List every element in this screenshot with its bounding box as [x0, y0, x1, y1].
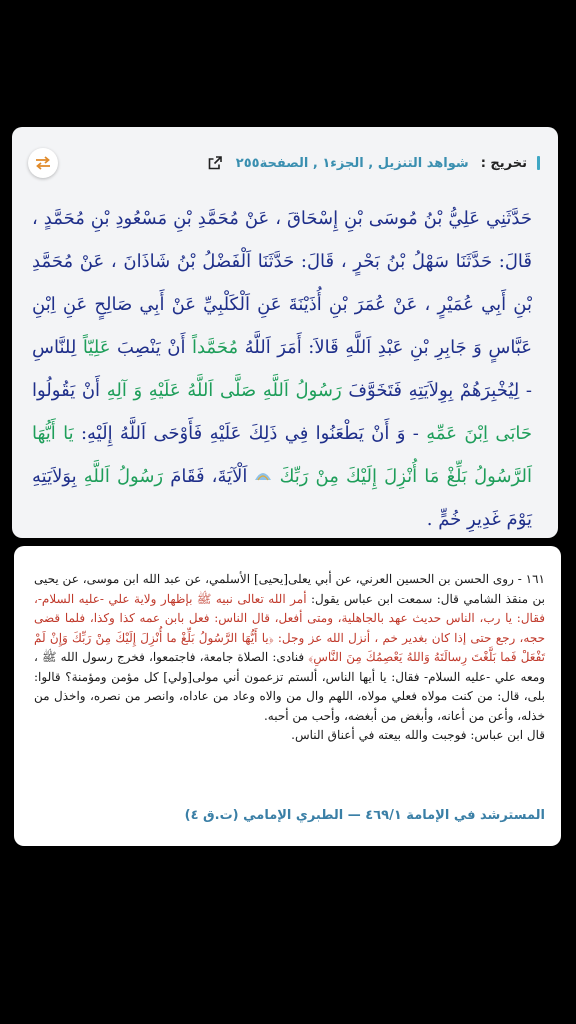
verse-marker-icon — [247, 466, 272, 487]
quran-verse-highlight: يَا أَيُّهَا اَلرَّسُولُ بَلِّغْ مَا أُنْزِلَ إِلَيْكَ مِنْ رَبِّكَ — [32, 423, 532, 487]
hadith-text — [32, 197, 532, 538]
hadith-name-highlight: رَسُولُ اَللَّهِ — [83, 466, 164, 487]
hadith-name-highlight: عَلِيّاً — [82, 337, 111, 358]
book-citation: المسترشد في الإمامة ٤٦٩/١ — الطبري الإمامي (ت.ق ٤) — [184, 808, 545, 823]
book-highlight: أمر الله تعالى نبيه ﷺ بإظهار ولاية علي -عليه السلام-، فقال: يا رب، الناس حديث عهد بالجاهلية، ومتى أفعل، قال الناس: فعل بابن عمه كذا وكذا، فلما قضى حجه، رجع حتى إذا كان بغدير خم ، أنزل الله عز وجل: ﴿يا أَيُّهَا الرَّسُولُ بَلِّغْ ما أُنْزِلَ إِلَيْكَ مِنْ رَبِّكَ وَإِنْ لَمْ تَفْعَلْ فَما بَلَّغْتَ رِسالَتَهُ وَاللهُ يَعْصِمُكَ مِنَ النَّاسِ﴾ — [34, 591, 546, 664]
hadith-segment: - وَ أَنْ يَطْعَنُوا فِي ذَلِكَ عَلَيْهِ فَأَوْحَى اَللَّهُ إِلَيْهِ: — [80, 423, 419, 444]
takhrij-label: تخريج : — [480, 155, 527, 171]
book-segment: ١٦١ - روى الحسن بن الحسين العرني، عن أبي يعلى[يحيى] الأسلمي، عن عبد الله ابن موسى، عن يحيى بن منقذ الشامي قال: سمعت ابن عباس يقول: — [34, 572, 545, 606]
takhrij-source-link[interactable]: شواهد التنزيل , الجزء١ , الصفحة٢٥٥ — [235, 155, 469, 171]
swap-arrows-icon[interactable] — [28, 148, 58, 178]
takhrij-header — [12, 145, 558, 181]
hadith-segment: أَنْ يَنْصِبَ — [117, 337, 186, 358]
hadith-segment: أَنْ يَقُولُوا — [32, 380, 101, 401]
book-segment: فنادى: الصلاة جامعة، فاجتمعوا، فخرج رسول الله ﷺ ، ومعه علي -عليه السلام- فقال: يا أيها الناس، ألستم تزعمون أني مولى[ولي] كل مؤمن ومؤمنة؟ قالوا: بلى، قال: من كنت مولاه فعلي مولاه، اللهم وال من والاه وعاد من عاداه، وانصر من نصره، واخذل من خذله، وأعن من أعانه، وأبغض من أبغضه، وأحب من أحبه. — [34, 650, 545, 723]
hadith-segment: اَلْآيَةَ، فَقَامَ — [170, 466, 248, 487]
hadith-name-highlight: رَسُولُ اَللَّهِ صَلَّى اَللَّهُ عَلَيْهِ وَ آلِهِ — [106, 380, 342, 401]
open-external-icon[interactable] — [208, 156, 222, 170]
hadith-segment: حَدَّثَنِي عَلِيُّ بْنُ مُوسَى بْنِ إِسْحَاقَ ، عَنْ مُحَمَّدِ بْنِ مَسْعُودِ بْنِ مُحَمَّدٍ ، قَالَ: حَدَّثَنَا سَهْلُ بْنُ بَحْرٍ ، قَالَ: حَدَّثَنَا اَلْفَضْلُ بْنُ شَاذَانَ ، عَنْ مُحَمَّدِ بْنِ أَبِي عُمَيْرٍ ، عَنْ عُمَرَ بْنِ أُذَيْنَةَ عَنِ اَلْكَلْبِيِّ عَنْ أَبِي صَالِحٍ عَنِ اِبْنِ عَبَّاسٍ وَ جَابِرِ بْنِ عَبْدِ اَللَّهِ قَالاَ: أَمَرَ اَللَّهُ — [32, 208, 533, 358]
book-text — [34, 570, 545, 746]
hadith-name-highlight: مُحَمَّداً — [191, 337, 239, 358]
hadith-name-highlight: حَابَى اِبْنَ عَمِّهِ — [426, 423, 532, 444]
book-segment: قال ابن عباس: فوجبت والله بيعته في أعناق الناس. — [291, 728, 545, 742]
hadith-card — [12, 127, 558, 538]
accent-bar — [537, 156, 540, 170]
hadith-segment: بِوَلاَيَتِهِ يَوْمَ غَدِيرِ خُمٍّ . — [32, 466, 532, 530]
book-page-scan — [14, 546, 561, 846]
hadith-segment: لِلنَّاسِ - لِيُخْبِرَهُمْ بِوِلاَيَتِهِ فَتَخَوَّفَ — [32, 337, 532, 401]
